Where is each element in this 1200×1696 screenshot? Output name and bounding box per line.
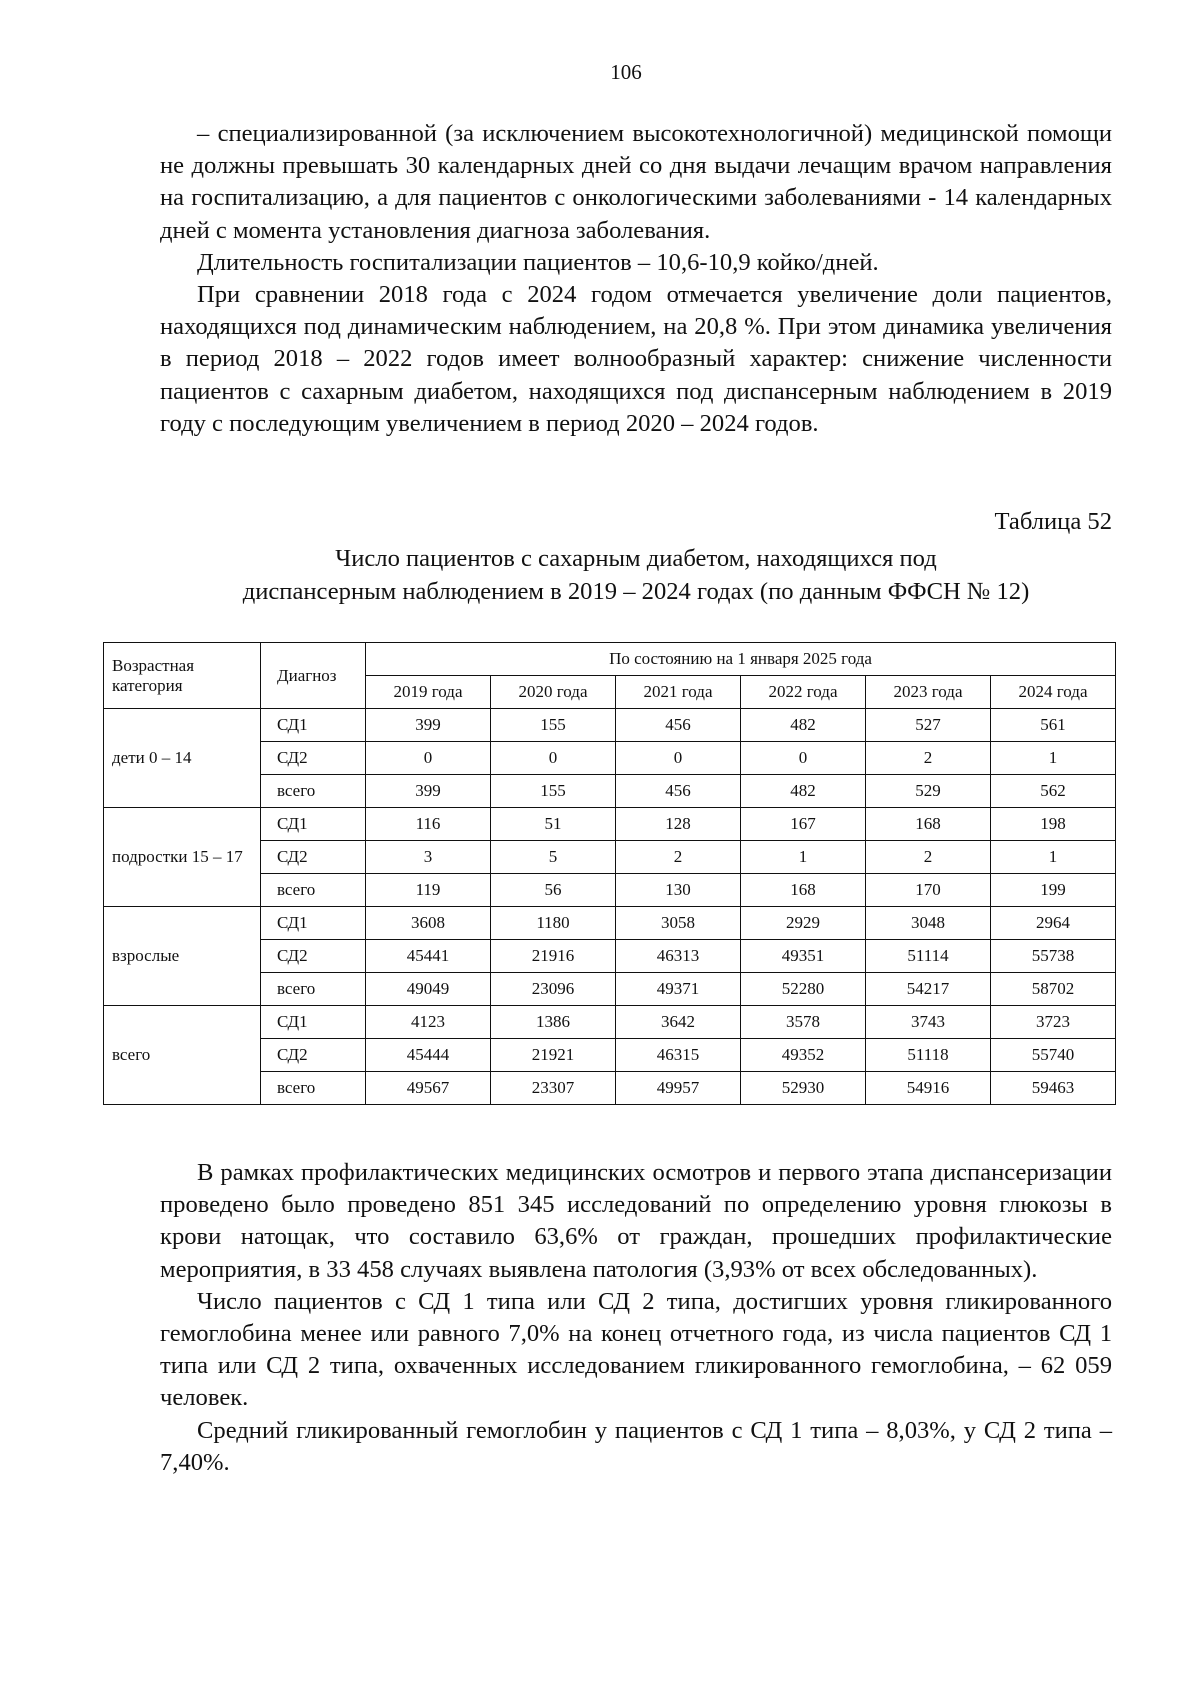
header-year: 2019 года: [366, 676, 491, 709]
value-cell: 0: [366, 742, 491, 775]
value-cell: 52930: [741, 1072, 866, 1105]
table-label: Таблица 52: [994, 508, 1112, 535]
diagnosis-cell: СД2: [261, 1039, 366, 1072]
category-cell: дети 0 – 14: [104, 709, 261, 808]
value-cell: 119: [366, 874, 491, 907]
value-cell: 45444: [366, 1039, 491, 1072]
diagnosis-cell: всего: [261, 775, 366, 808]
value-cell: 2929: [741, 907, 866, 940]
header-year: 2020 года: [491, 676, 616, 709]
value-cell: 59463: [991, 1072, 1116, 1105]
value-cell: 49957: [616, 1072, 741, 1105]
category-cell: взрослые: [104, 907, 261, 1006]
data-table: [103, 642, 1116, 1105]
value-cell: 456: [616, 775, 741, 808]
value-cell: 155: [491, 709, 616, 742]
header-year: 2023 года: [866, 676, 991, 709]
value-cell: 2: [866, 742, 991, 775]
header-group: По состоянию на 1 января 2025 года: [366, 643, 1116, 676]
value-cell: 3058: [616, 907, 741, 940]
value-cell: 399: [366, 775, 491, 808]
paragraph: Число пациентов с СД 1 типа или СД 2 типа, достигших уровня гликированного гемоглобина менее или равного 7,0% на конец отчетного года, из числа пациентов СД 1 типа или СД 2 типа, охваченных исследованием гликированного гемоглобина, – 62 059 человек.: [160, 1287, 1112, 1412]
table-title-line: диспансерным наблюдением в 2019 – 2024 годах (по данным ФФСН № 12): [242, 578, 1030, 605]
table-title: [160, 542, 1112, 608]
value-cell: 49371: [616, 973, 741, 1006]
value-cell: 49567: [366, 1072, 491, 1105]
value-cell: 170: [866, 874, 991, 907]
value-cell: 49352: [741, 1039, 866, 1072]
diagnosis-cell: СД1: [261, 1006, 366, 1039]
page-number: 106: [610, 60, 642, 84]
value-cell: 52280: [741, 973, 866, 1006]
value-cell: 2: [866, 841, 991, 874]
diagnosis-cell: СД1: [261, 907, 366, 940]
value-cell: 168: [866, 808, 991, 841]
value-cell: 45441: [366, 940, 491, 973]
table-row: [104, 907, 1116, 940]
category-cell: подростки 15 – 17: [104, 808, 261, 907]
value-cell: 2964: [991, 907, 1116, 940]
header-diagnosis: Диагноз: [261, 643, 366, 709]
value-cell: 0: [491, 742, 616, 775]
table-row: [104, 1006, 1116, 1039]
value-cell: 46315: [616, 1039, 741, 1072]
table-row: [104, 709, 1116, 742]
value-cell: 54217: [866, 973, 991, 1006]
header-year: 2022 года: [741, 676, 866, 709]
value-cell: 198: [991, 808, 1116, 841]
value-cell: 128: [616, 808, 741, 841]
header-category: Возрастная категория: [104, 643, 261, 709]
diagnosis-cell: всего: [261, 973, 366, 1006]
diagnosis-cell: СД2: [261, 841, 366, 874]
paragraph: В рамках профилактических медицинских осмотров и первого этапа диспансеризации проведено было проведено 851 345 исследований по определению уровня глюкозы в крови натощак, что составило 63,6% от граждан, прошедших профилактические мероприятия, в 33 458 случаях выявлена патология (3,93% от всех обследованных).: [160, 1159, 1112, 1283]
table-body: [104, 709, 1116, 1105]
value-cell: 3: [366, 841, 491, 874]
value-cell: 199: [991, 874, 1116, 907]
value-cell: 51118: [866, 1039, 991, 1072]
value-cell: 1180: [491, 907, 616, 940]
value-cell: 155: [491, 775, 616, 808]
value-cell: 23096: [491, 973, 616, 1006]
value-cell: 55740: [991, 1039, 1116, 1072]
value-cell: 5: [491, 841, 616, 874]
value-cell: 482: [741, 775, 866, 808]
paragraph: – специализированной (за исключением высокотехнологичной) медицинской помощи не должны превышать 30 календарных дней со дня выдачи лечащим врачом направления на госпитализацию, а для пациентов с онкологическими заболеваниями - 14 календарных дней с момента установления диагноза заболевания.: [160, 120, 1112, 244]
value-cell: 456: [616, 709, 741, 742]
value-cell: 49351: [741, 940, 866, 973]
value-cell: 482: [741, 709, 866, 742]
value-cell: 3723: [991, 1006, 1116, 1039]
value-cell: 0: [741, 742, 866, 775]
value-cell: 3048: [866, 907, 991, 940]
header-year: 2021 года: [616, 676, 741, 709]
value-cell: 58702: [991, 973, 1116, 1006]
value-cell: 2: [616, 841, 741, 874]
paragraph: Длительность госпитализации пациентов – 10,6-10,9 койко/дней.: [197, 248, 879, 276]
value-cell: 21916: [491, 940, 616, 973]
diagnosis-cell: СД1: [261, 808, 366, 841]
value-cell: 56: [491, 874, 616, 907]
paragraph: При сравнении 2018 года с 2024 годом отмечается увеличение доли пациентов, находящихся под динамическим наблюдением, на 20,8 %. При этом динамика увеличения в период 2018 – 2022 годов имеет волнообразный характер: снижение численности пациентов с сахарным диабетом, находящихся под диспансерным наблюдением в 2019 году с последующим увеличением в период 2020 – 2024 годов.: [160, 281, 1112, 437]
diagnosis-cell: СД2: [261, 742, 366, 775]
diagnosis-cell: всего: [261, 1072, 366, 1105]
value-cell: 54916: [866, 1072, 991, 1105]
diagnosis-cell: СД2: [261, 940, 366, 973]
top-text-block: [160, 118, 1112, 440]
value-cell: 1: [991, 742, 1116, 775]
value-cell: 4123: [366, 1006, 491, 1039]
value-cell: 527: [866, 709, 991, 742]
value-cell: 3642: [616, 1006, 741, 1039]
value-cell: 51114: [866, 940, 991, 973]
value-cell: 168: [741, 874, 866, 907]
header-year: 2024 года: [991, 676, 1116, 709]
value-cell: 0: [616, 742, 741, 775]
value-cell: 529: [866, 775, 991, 808]
value-cell: 3578: [741, 1006, 866, 1039]
bottom-text-block: [160, 1157, 1112, 1479]
value-cell: 49049: [366, 973, 491, 1006]
diagnosis-cell: СД1: [261, 709, 366, 742]
value-cell: 1: [991, 841, 1116, 874]
table-title-line: Число пациентов с сахарным диабетом, находящихся под: [335, 545, 937, 572]
paragraph: Средний гликированный гемоглобин у пациентов с СД 1 типа – 8,03%, у СД 2 типа – 7,40%.: [160, 1416, 1112, 1476]
value-cell: 116: [366, 808, 491, 841]
value-cell: 562: [991, 775, 1116, 808]
value-cell: 3608: [366, 907, 491, 940]
value-cell: 23307: [491, 1072, 616, 1105]
value-cell: 561: [991, 709, 1116, 742]
value-cell: 21921: [491, 1039, 616, 1072]
value-cell: 1386: [491, 1006, 616, 1039]
category-cell: всего: [104, 1006, 261, 1105]
table-row: [104, 808, 1116, 841]
diagnosis-cell: всего: [261, 874, 366, 907]
value-cell: 51: [491, 808, 616, 841]
value-cell: 3743: [866, 1006, 991, 1039]
value-cell: 399: [366, 709, 491, 742]
value-cell: 46313: [616, 940, 741, 973]
value-cell: 55738: [991, 940, 1116, 973]
value-cell: 167: [741, 808, 866, 841]
value-cell: 130: [616, 874, 741, 907]
value-cell: 1: [741, 841, 866, 874]
